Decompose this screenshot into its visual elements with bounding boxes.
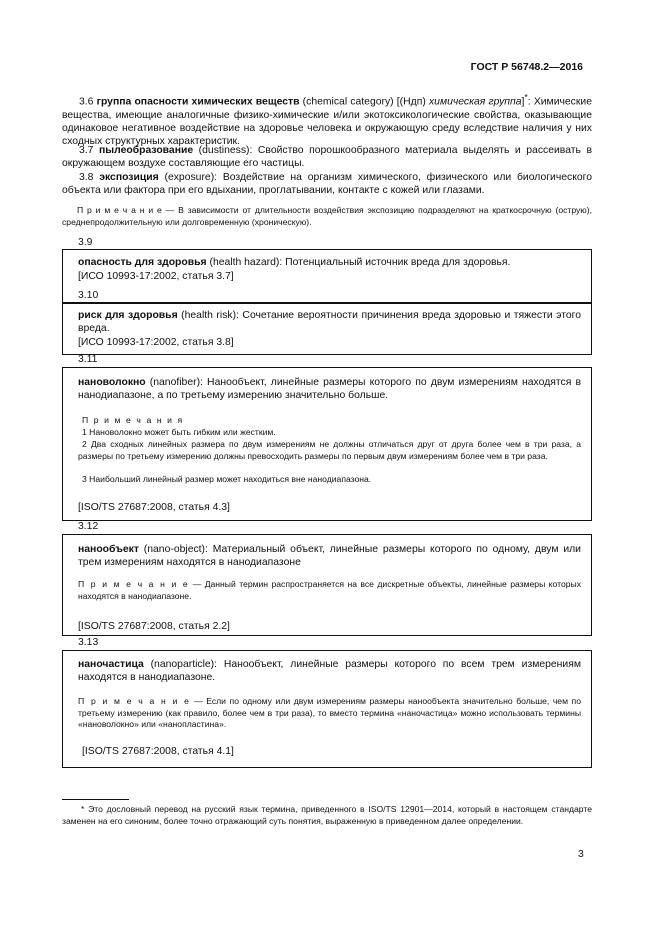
footnote-divider [62, 799, 129, 800]
note-text: — Данный термин распространяется на все дискретные объекты, линейные размеры которых находятся в нанодиапазоне. [78, 579, 581, 601]
page-number: 3 [578, 849, 584, 860]
deprecated-term: химическая группа [428, 96, 522, 108]
term-reference: [ИСО 10993-17:2002, статья 3.7] [78, 271, 234, 282]
term-reference: [ИСО 10993-17:2002, статья 3.8] [78, 337, 234, 348]
footnote: * Это дословный перевод на русский язык термина, приведенного в ISO/TS 12901—2014, который в настоящем стандарте заменен на его синоним, более точно отражающий суть понятия, выраженную в приведенном далее определении. [62, 804, 592, 826]
term-box-3-13 [62, 650, 592, 768]
term-title: нанообъект [78, 544, 139, 555]
term-definition: : Химические вещества, имеющие аналогичные физико-химические и/или экотоксикологические свойства, оказывающие одинаковое негативное воздействие на здоровье человека и окружающую среду вследствие наличия у них сходных структурных характеристик. [62, 96, 593, 148]
term-text: (nanoparticle): Нанообъект, линейные размеры которого по всем трем измерениям находятся в нанодиапазоне. [78, 659, 581, 684]
term-text: (nanofiber): Нанообъект, линейные размеры которого по двум измерениям находятся в нанодиапазоне, а по третьему измерению значительно больше. [78, 377, 581, 402]
note-item: 2 Два сходных линейных размера по двум измерениям не должны отличаться друг от друга более чем в три раза, а размеры по третьему измерению должны превосходить размеры по первым двум измерениям более чем в три раза. [78, 439, 581, 461]
note-item: 1 Нановолокно может быть гибким или жестким. [82, 427, 276, 437]
term-number-3-11: 3.11 [78, 354, 98, 365]
term-text: (health hazard): Потенциальный источник вреда для здоровья. [206, 257, 511, 268]
term-box-3-10 [62, 303, 592, 355]
note-label: П р и м е ч а н и е [77, 205, 162, 215]
term-box-3-12 [62, 534, 592, 636]
term-3-9-definition [78, 256, 581, 269]
term-text: (health risk): Сочетание вероятности причинения вреда здоровью и тяжести этого вреда. [78, 310, 582, 335]
term-title: риск для здоровья [78, 310, 178, 321]
term-title: группа опасности химических веществ [96, 96, 300, 108]
term-reference: [ISO/TS 27687:2008, статья 4.3] [78, 502, 230, 513]
term-number-3-12: 3.12 [78, 521, 99, 532]
term-definition: (exposure): Воздействие на организм химического, физического или биологического объекта или фактора при его вдыхании, проглатывании, контакте с кожей или глазами. [62, 172, 592, 197]
term-number-3-13: 3.13 [78, 637, 99, 648]
term-3-13-definition [78, 658, 581, 684]
term-3-11-definition [78, 376, 581, 402]
term-3-12-definition [78, 543, 581, 569]
term-reference: [ISO/TS 27687:2008, статья 4.1] [82, 746, 234, 757]
term-text: (nano-object): Материальный объект, линейные размеры которого по одному, двум или трем измерениям находятся в нанодиапазоне [78, 544, 581, 569]
note-label: П р и м е ч а н и е [78, 696, 191, 706]
term-box-3-9 [62, 249, 592, 303]
note-3-8 [62, 205, 592, 228]
term-number: 3.8 [79, 172, 94, 183]
term-number-3-10: 3.10 [78, 290, 99, 301]
term-definition: (dustiness): Свойство порошкообразного материала выделять и рассеивать в окружающем воздухе составляющие его частицы. [62, 145, 592, 170]
term-title: наночастица [78, 659, 144, 670]
term-text: ] [521, 96, 525, 108]
note-3-12 [78, 579, 581, 602]
footnote-marker: * [524, 92, 528, 102]
term-3-7 [62, 144, 592, 170]
term-reference: [ISO/TS 27687:2008, статья 2.2] [78, 621, 230, 632]
term-title: нановолокно [78, 377, 146, 388]
term-title: пылеобразование [99, 145, 194, 156]
term-box-3-11 [62, 367, 592, 521]
notes-label: П р и м е ч а н и я [82, 415, 184, 425]
note-text: — В зависимости от длительности воздействия экспозицию подразделяют на краткосрочную (острую), среднепродолжительную или долговременную (хроническую). [62, 205, 593, 227]
note-item: 3 Наибольший линейный размер может находиться вне нанодиапазона. [82, 474, 372, 484]
term-number-3-9: 3.9 [78, 237, 93, 248]
document-header-id: ГОСТ Р 56748.2—2016 [470, 61, 583, 73]
term-number: 3.7 [79, 145, 94, 156]
term-3-10-definition [78, 309, 581, 335]
note-label: П р и м е ч а н и е [78, 579, 190, 589]
term-3-8 [62, 171, 592, 197]
term-text: (chemical category) [(Ндп) [299, 96, 429, 108]
term-number: 3.6 [79, 96, 94, 108]
term-title: опасность для здоровья [78, 257, 207, 268]
note-text: — Если по одному или двум измерениям размеры нанообъекта значительно больше, чем по третьему измерению (как правило, более чем в три раза), то вместо термина «наночастица» можно использовать термины «нановолокно» или «нанопластина». [78, 696, 581, 729]
term-title: экспозиция [99, 172, 159, 183]
note-3-13 [78, 696, 581, 731]
term-3-6 [62, 91, 592, 148]
